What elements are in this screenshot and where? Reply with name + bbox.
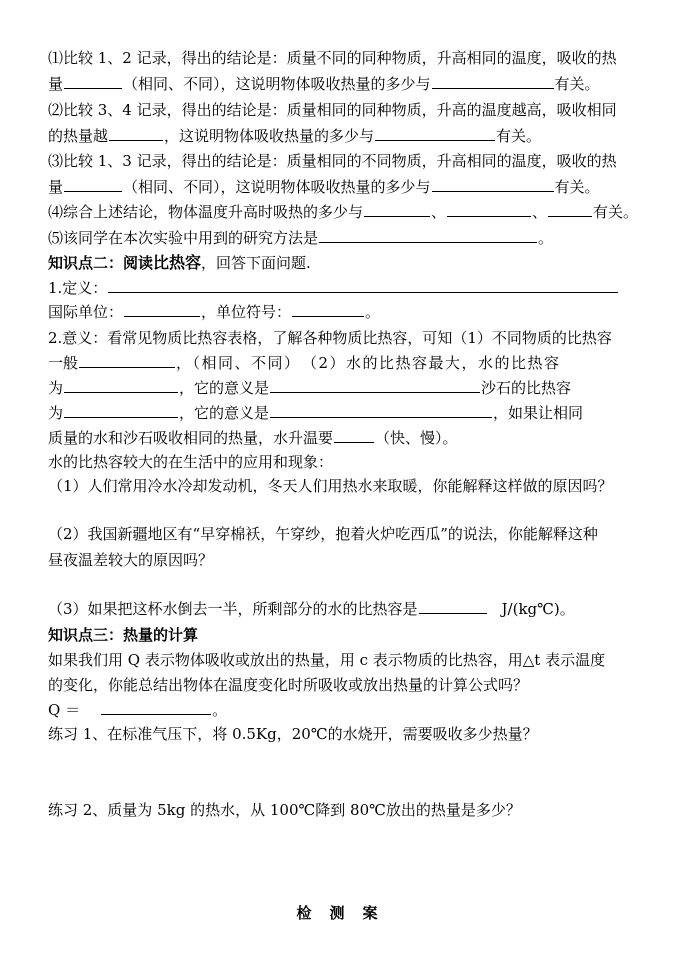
text: 量: [48, 75, 64, 93]
text: （相同、不同），这说明物体吸收热量的多少与: [123, 75, 431, 93]
item-1-line-2: [48, 74, 600, 94]
item-2-line-1: [48, 100, 617, 120]
heading-text: ，回答下面问题.: [201, 254, 311, 272]
applications-intro: [48, 452, 333, 472]
item-3-text: ⑶比较 1、3 记录，得出的结论是：质量相同的不同物质，升高相同的温度，吸收的热: [48, 152, 617, 170]
heat-intro-line-2: [48, 675, 528, 695]
text: ，单位符号：: [201, 303, 292, 321]
question-1: [48, 476, 613, 496]
item-3-line-1: [48, 151, 617, 171]
answer-blank[interactable]: [432, 74, 554, 89]
text: ，（相同、不同） （2）水的比热容最大，水的比热容: [176, 354, 561, 372]
answer-blank[interactable]: [109, 126, 163, 141]
text: 量: [48, 178, 64, 196]
answer-blank[interactable]: [447, 202, 531, 217]
text: 昼夜温差较大的原因吗？: [48, 551, 214, 569]
answer-blank[interactable]: [270, 378, 480, 393]
text: 、: [532, 203, 548, 221]
question-3: [48, 599, 575, 619]
answer-blank[interactable]: [548, 202, 592, 217]
exercise-1: [48, 724, 538, 744]
text: 有关。: [554, 75, 600, 93]
text: ，它的意义是: [179, 379, 270, 397]
item-3-line-2: [48, 177, 600, 197]
text: 2.意义：看常见物质比热容表格，了解各种物质比热容，可知（1）不同物质的比热容: [48, 329, 612, 347]
text: 质量的水和沙石吸收相同的热量，水升温要: [48, 429, 334, 447]
item-5: [48, 228, 553, 248]
heading-text: 比热容: [153, 253, 202, 272]
meaning-line-3: [48, 378, 571, 398]
item-2-line-2: [48, 126, 541, 146]
text: 为: [48, 404, 64, 422]
text: （2）我国新疆地区有“早穿棉袄，午穿纱，抱着火炉吃西瓜”的说法，你能解释这种: [48, 525, 598, 543]
answer-blank[interactable]: [375, 126, 495, 141]
meaning-line-4: [48, 403, 583, 423]
answer-blank[interactable]: [432, 177, 554, 192]
section-heading-3: [48, 625, 198, 645]
text: 、: [431, 203, 447, 221]
section-heading-2: [48, 253, 311, 273]
answer-blank[interactable]: [64, 378, 178, 393]
answer-blank[interactable]: [64, 403, 178, 418]
answer-blank[interactable]: [101, 700, 211, 715]
text: 水的比热容较大的在生活中的应用和现象：: [48, 453, 334, 471]
item-1-text: ⑴比较 1、2 记录，得出的结论是：质量不同的同种物质，升高相同的温度，吸收的热: [48, 49, 617, 67]
answer-blank[interactable]: [124, 302, 200, 317]
unit-line: [48, 302, 380, 322]
answer-blank[interactable]: [108, 278, 618, 293]
text: 如果我们用 Q 表示物体吸收或放出的热量，用 c 表示物质的比热容，用△t 表示温度: [48, 651, 606, 669]
text: 有关。: [554, 178, 600, 196]
text: ，如果让相同: [493, 404, 584, 422]
answer-blank[interactable]: [292, 302, 364, 317]
exercise-2: [48, 800, 521, 820]
text: 的变化，你能总结出物体在温度变化时所吸收或放出热量的计算公式吗？: [48, 676, 529, 694]
text: ⑷综合上述结论，物体温度升高时吸热的多少与: [48, 203, 364, 221]
text: 练习 1、在标准气压下，将 0.5Kg，20℃的水烧开，需要吸收多少热量？: [48, 725, 538, 743]
item-4: [48, 202, 638, 222]
text: 为: [48, 379, 64, 397]
text: （相同、不同），这说明物体吸收热量的多少与: [123, 178, 431, 196]
answer-blank[interactable]: [270, 403, 492, 418]
answer-blank[interactable]: [64, 74, 122, 89]
answer-blank[interactable]: [419, 599, 487, 614]
meaning-line-2: [48, 353, 561, 373]
text: 有关。: [496, 127, 542, 145]
answer-blank[interactable]: [79, 353, 175, 368]
text: （3）如果把这杯水倒去一半，所剩部分的水的比热容是: [48, 600, 418, 618]
text: ，它的意义是: [179, 404, 270, 422]
text: 国际单位：: [48, 303, 124, 321]
formula-line: [48, 700, 227, 720]
text: 一般: [48, 354, 79, 372]
text: J/(kg℃)。: [501, 600, 575, 618]
definition-line: [48, 278, 619, 298]
text: 。: [212, 701, 228, 719]
text: 。: [365, 303, 381, 321]
text: Q ＝: [48, 701, 81, 719]
footer-title: 检测案: [296, 904, 396, 922]
item-1-line-1: [48, 48, 617, 68]
meaning-line-1: [48, 328, 612, 348]
heading-text: 知识点三：热量的计算: [48, 626, 199, 644]
answer-blank[interactable]: [319, 228, 537, 243]
text: （1）人们常用冷水冷却发动机，冬天人们用热水来取暖，你能解释这样做的原因吗？: [48, 477, 613, 495]
answer-blank[interactable]: [334, 428, 374, 443]
text: 有关。: [593, 203, 639, 221]
text: 的热量越: [48, 127, 109, 145]
text: 1.定义：: [48, 279, 108, 297]
answer-blank[interactable]: [64, 177, 122, 192]
question-2-line-2: [48, 550, 213, 570]
text: （快、慢）。: [375, 429, 458, 447]
text: ，这说明物体吸收热量的多少与: [164, 127, 375, 145]
text: 。: [538, 229, 554, 247]
text: 沙石的比热容: [481, 379, 572, 397]
meaning-line-5: [48, 428, 458, 448]
heat-intro-line-1: [48, 650, 605, 670]
text: ⑸该同学在本次实验中用到的研究方法是: [48, 229, 319, 247]
item-2-text: ⑵比较 3、4 记录，得出的结论是：质量相同的同种物质，升高的温度越高，吸收相同: [48, 101, 617, 119]
text: 练习 2、质量为 5kg 的热水，从 100℃降到 80℃放出的热量是多少？: [48, 801, 521, 819]
question-2-line-1: [48, 524, 598, 544]
heading-text: 知识点二：阅读: [48, 254, 154, 272]
answer-blank[interactable]: [364, 202, 430, 217]
